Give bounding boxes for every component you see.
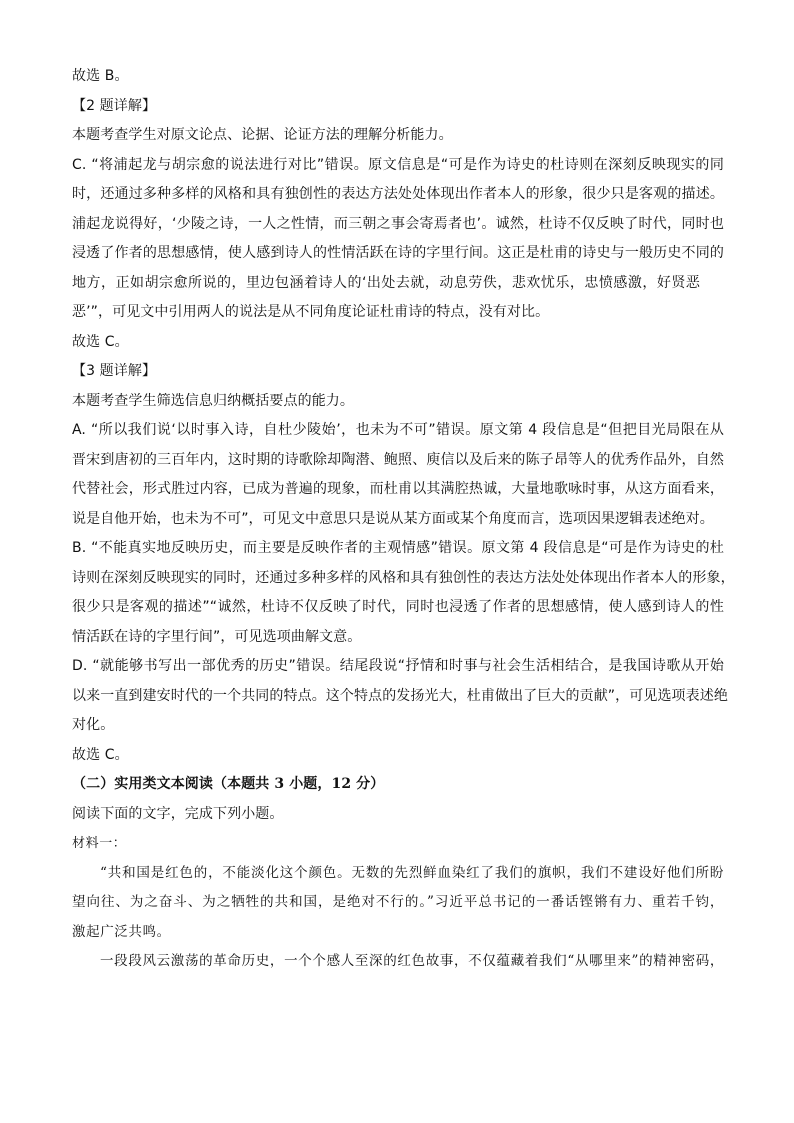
text-line: 很少只是客观的描述”“诚然，杜诗不仅反映了时代，同时也浸透了作者的思想感情，使人感到诗人的性 — [72, 599, 724, 615]
material-line: 激起广泛共鸣。 — [72, 923, 171, 940]
answer-line: 故选 C。 — [72, 746, 129, 763]
text-line: 恶’”，可见文中引用两人的说法是从不同角度论证杜甫诗的特点，没有对比。 — [72, 304, 550, 320]
text-line: 说是自他开始，也未为不可”，可见文中意思只是说从某方面或某个角度而言，选项因果逻辑表述绝对。 — [72, 510, 714, 527]
text-line: C. “将浦起龙与胡宗愈的说法进行对比”错误。原文信息是“可是作为诗史的杜诗则在深刻反映现实的同 — [72, 156, 724, 173]
text-line: B. “不能真实地反映历史，而主要是反映作者的主观情感”错误。原文第 4 段信息是“可是作为诗史的杜 — [72, 540, 724, 556]
text-line: 代替社会，形式胜过内容，已成为普遍的现象，而杜甫以其满腔热诚，大量地歌咏时事，从这方面看来， — [72, 481, 724, 497]
material-line: “共和国是红色的，不能淡化这个颜色。无数的先烈鲜血染红了我们的旗帜，我们不建设好他们所盼 — [100, 864, 724, 881]
material-line: 一段段风云激荡的革命历史，一个个感人至深的红色故事，不仅蕴藏着我们“从哪里来”的精神密码， — [100, 953, 724, 969]
material-label: 材料一： — [72, 836, 127, 851]
answer-line: 故选 C。 — [72, 333, 129, 350]
text-line: A. “所以我们说‘以时事入诗，自杜少陵始’，也未为不可”错误。原文第 4 段信息是“但把目光局限在从 — [72, 422, 724, 438]
text-line: 诗则在深刻反映现实的同时，还通过多种多样的风格和具有独创性的表达方法处处体现出作者本人的形象， — [72, 569, 735, 586]
section-heading: 【2 题详解】 — [72, 97, 157, 114]
text-line: 情活跃在诗的字里行间”，可见选项曲解文意。 — [72, 628, 362, 645]
section-title: （二）实用类文本阅读（本题共 3 小题，12 分） — [72, 776, 385, 792]
text-line: 对化。 — [72, 717, 115, 733]
instruction-line: 阅读下面的文字，完成下列小题。 — [72, 805, 284, 822]
text-line: 以来一直到建安时代的一个共同的特点。这个特点的发扬光大，杜甫做出了巨大的贡献”，可见选项表述绝 — [72, 687, 728, 704]
text-line: 浸透了作者的思想感情，使人感到诗人的性情活跃在诗的字里行间。这正是杜甫的诗史与一般历史不同的 — [72, 245, 724, 261]
text-line: 本题考查学生筛选信息归纳概括要点的能力。 — [72, 392, 354, 409]
answer-line: 故选 B。 — [72, 68, 129, 84]
text-line: 地方，正如胡宗愈所说的，里边包涵着诗人的‘出处去就，动息劳佚，悲欢忧乐，忠愤感激，好贤恶 — [72, 274, 700, 291]
material-line: 望向往、为之奋斗、为之牺牲的共和国，是绝对不行的。”习近平总书记的一番话铿锵有力、重若千钧， — [72, 894, 724, 910]
text-line: 本题考查学生对原文论点、论据、论证方法的理解分析能力。 — [72, 127, 453, 143]
text-line: 浦起龙说得好，‘少陵之诗，一人之性情，而三朝之事会寄焉者也’。诚然，杜诗不仅反映了时代，同时也 — [72, 215, 724, 232]
text-line: D. “就能够书写出一部优秀的历史”错误。结尾段说“抒情和时事与社会生活相结合，是我国诗歌从开始 — [72, 658, 724, 674]
text-line: 时，还通过多种多样的风格和具有独创性的表达方法处处体现出作者本人的形象，很少只是客观的描述。 — [72, 186, 724, 202]
section-heading: 【3 题详解】 — [72, 363, 157, 379]
text-line: 晋宋到唐初的三百年内，这时期的诗歌除却陶潜、鲍照、庾信以及后来的陈子昂等人的优秀作品外，自然 — [72, 451, 724, 468]
document-page — [72, 62, 735, 977]
